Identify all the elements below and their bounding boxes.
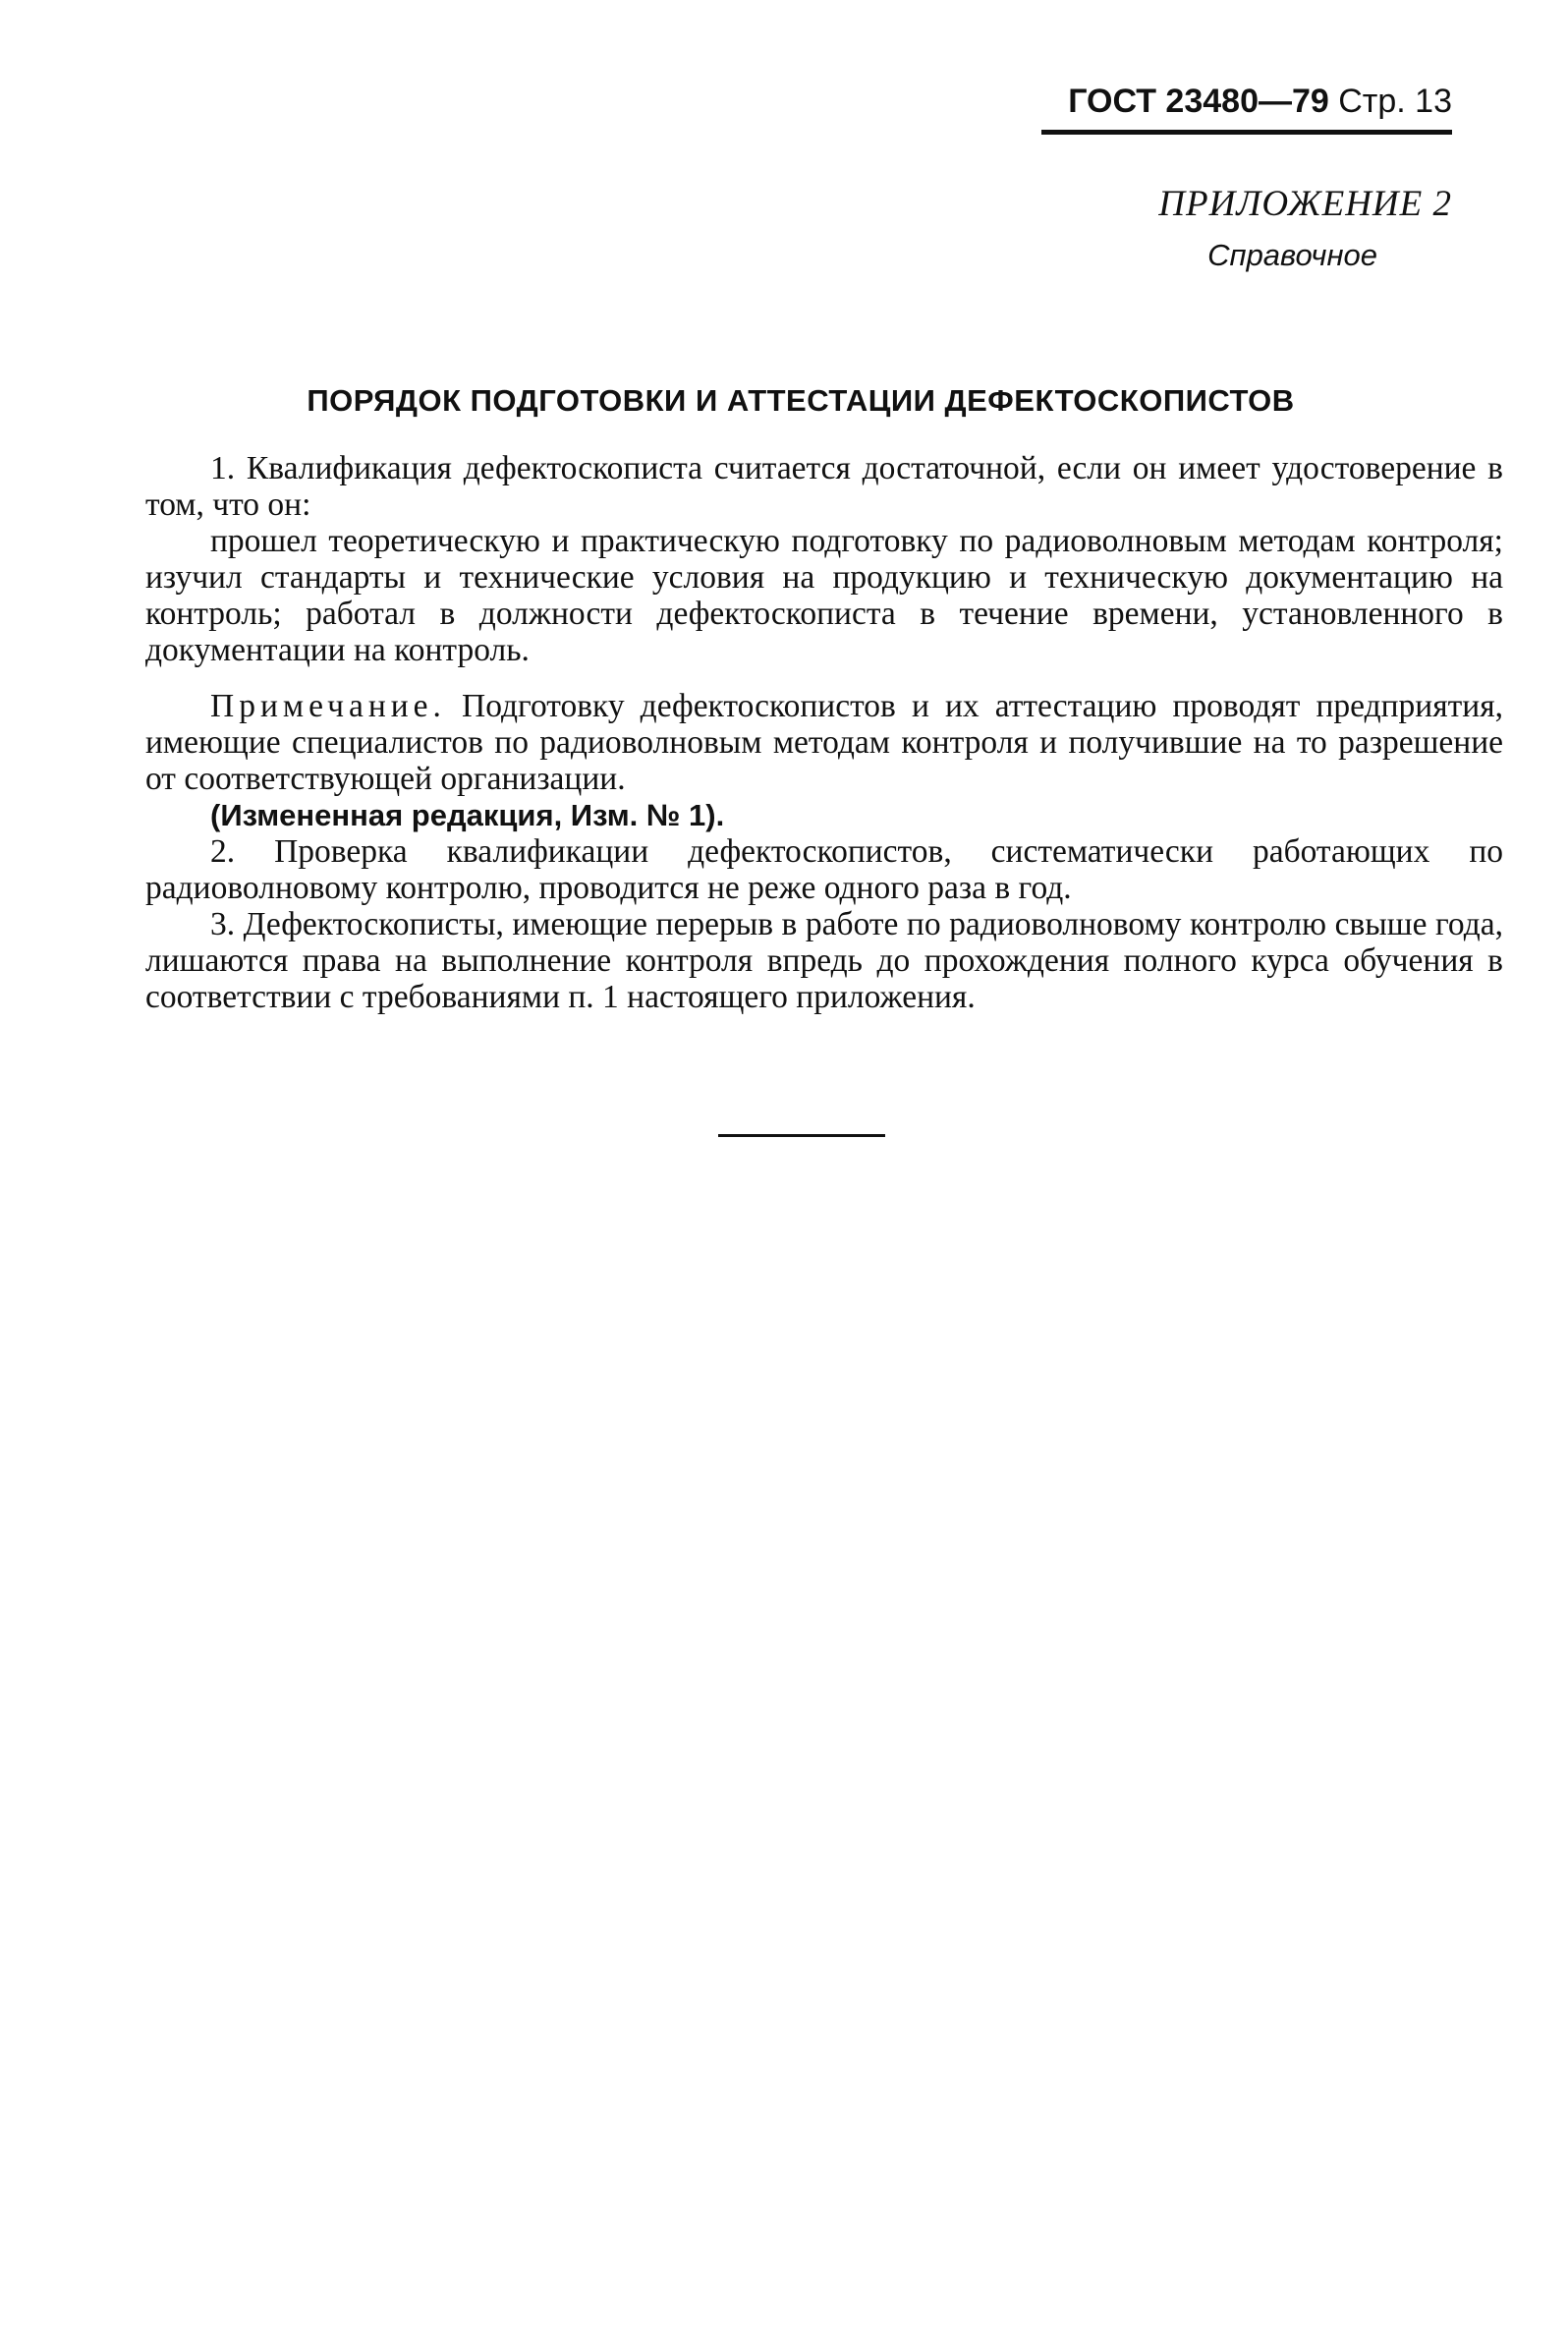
amendment-text: (Измененная редакция, Изм. № 1). — [210, 798, 725, 832]
header-underline — [1041, 130, 1452, 135]
appendix-type: Справочное — [1207, 238, 1377, 272]
running-header — [1020, 81, 1452, 122]
end-of-text-rule — [718, 1134, 885, 1137]
note-text: Подготовку дефектоскопистов и их аттестацию проводят предприятия, имеющие специалистов по радиоволновым методам контроля и получившие на то разрешение от соответствующей организации. — [145, 688, 1503, 797]
section-title: ПОРЯДОК ПОДГОТОВКИ И АТТЕСТАЦИИ ДЕФЕКТОСКОПИСТОВ — [307, 383, 1295, 418]
paragraph-2: 2. Проверка квалификации дефектоскопистов, систематически работающих по радиоволновому контролю, проводится не реже одного раза в год. — [145, 833, 1503, 906]
paragraph-1-body: прошел теоретическую и практическую подготовку по радиоволновым методам контроля; изучил стандарты и технические условия на продукцию и техническую документацию на контроль; работал в должности дефектоскописта в течение времени, установленного в документации на контроль. — [145, 523, 1503, 668]
appendix-label: ПРИЛОЖЕНИЕ 2 — [1158, 184, 1452, 224]
page-number: Стр. 13 — [1338, 83, 1452, 120]
body-text — [145, 450, 1503, 1015]
paragraph-1-intro: 1. Квалификация дефектоскописта считается достаточной, если он имеет удостоверение в том, что он: — [145, 450, 1503, 523]
standard-number: ГОСТ 23480—79 — [1068, 83, 1329, 120]
amendment-note — [145, 797, 1503, 833]
note-label: Примечание. — [210, 688, 446, 724]
paragraph-3: 3. Дефектоскописты, имеющие перерыв в работе по радиоволновому контролю свыше года, лишаются права на выполнение контроля впредь до прохождения полного курса обучения в соответствии с требованиями п. 1 настоящего приложения. — [145, 906, 1503, 1015]
note-paragraph — [145, 688, 1503, 797]
